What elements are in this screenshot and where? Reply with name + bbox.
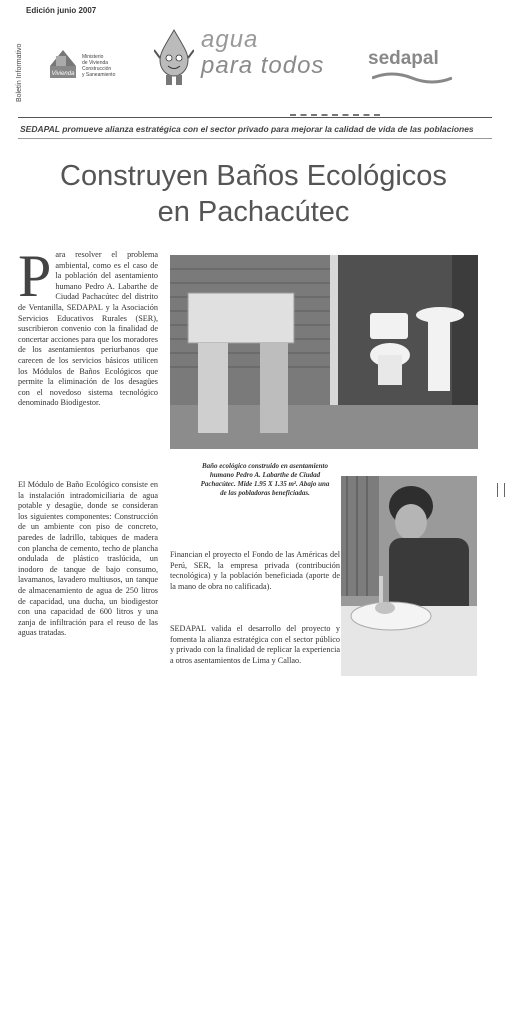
article-paragraph-1: P ara resolver el problema ambiental, como es el caso de la población del asentamiento humano Pedro A. Labarthe de Ciudad Pachacútec del distrito de Ventanilla, SEDAPAL y la Asociación Servicios Educativos Rurales (SER), suscribieron convenio con la finalidad de concertar acciones para que los moradores de los asentamientos periurbanos que carecen de los servicios básicos utilicen los Módulos de Baños Ecológicos que permite la eliminación de los desagües con el novedoso sistema tecnológico denominado Biodigestor. [18,243,158,408]
page-edge-mark [497,483,505,497]
article-paragraph-3: Financian el proyecto el Fondo de las Américas del Perú, SER, la empresa privada (contribución tecnológica) y la población beneficiada (aporte de la mano de obra no calificada). [170,550,340,591]
ministry-logo [48,46,78,80]
headline-line-1: Construyen Baños Ecológicos [60,160,447,192]
ministry-name [82,54,142,78]
sedapal-logo: sedapal [368,48,439,69]
beneficiary-woman-photo [341,476,477,676]
photo-caption: Baño ecológico construido en asentamiento humano Pedro A. Labarthe de Ciudad Pachacútec. Mide 1.95 X 1.35 m². Abajo una de las pobladoras beneficiadas. [200,462,330,497]
article-paragraph-4: SEDAPAL valida el desarrollo del proyecto y fomenta la alianza estratégica con el sector público y privado con la finalidad de replicar la experiencia a otros asentamientos de Lima y Callao. [170,624,340,665]
article-paragraph-2: El Módulo de Baño Ecológico consiste en la instalación intradomiciliaria de agua potable y desagüe, donde se consideran los siguientes componentes: Construcción de un ambiente con piso de concreto, paredes de ladrillo, tabiques de madera con plancha de cemento, techo de plancha ondulada de plástico traslúcida, un inodoro de tanque de bajo consumo, lavamanos, lavadero multiusos, un tanque de almacenamiento de agua de 250 litros de capacidad, una ducha, un biodigestor con una capacidad de 600 litros y una zanja de infiltración para el reuso de las aguas tratadas. [18,480,158,638]
logo-line-agua: agua [201,26,259,53]
tagline-rule [18,138,492,139]
article-headline [0,158,507,230]
agua-para-todos-logo [195,26,345,92]
sedapal-wave-icon [372,70,452,84]
logo-line-para-todos: para todos [201,52,325,79]
ministry-line: y Saneamiento [82,72,116,78]
edition-date: Edición junio 2007 [26,6,97,15]
header-rule [18,117,492,118]
headline-line-2: en Pachacútec [157,196,350,228]
drop-cap: P [18,243,52,309]
svg-text:Vivienda: Vivienda [51,71,75,77]
ecological-bathroom-photo [170,255,478,449]
ministry-line: Construcción [82,66,112,72]
ministry-line: de Vivienda [82,60,109,66]
tagline: SEDAPAL promueve alianza estratégica con el sector privado para mejorar la calidad de vida de las poblaciones [20,124,474,134]
ministry-line: Ministerio [82,54,104,60]
bulletin-vertical-label: Boletín Informativo [16,43,23,102]
water-drop-mascot-icon [154,28,194,90]
